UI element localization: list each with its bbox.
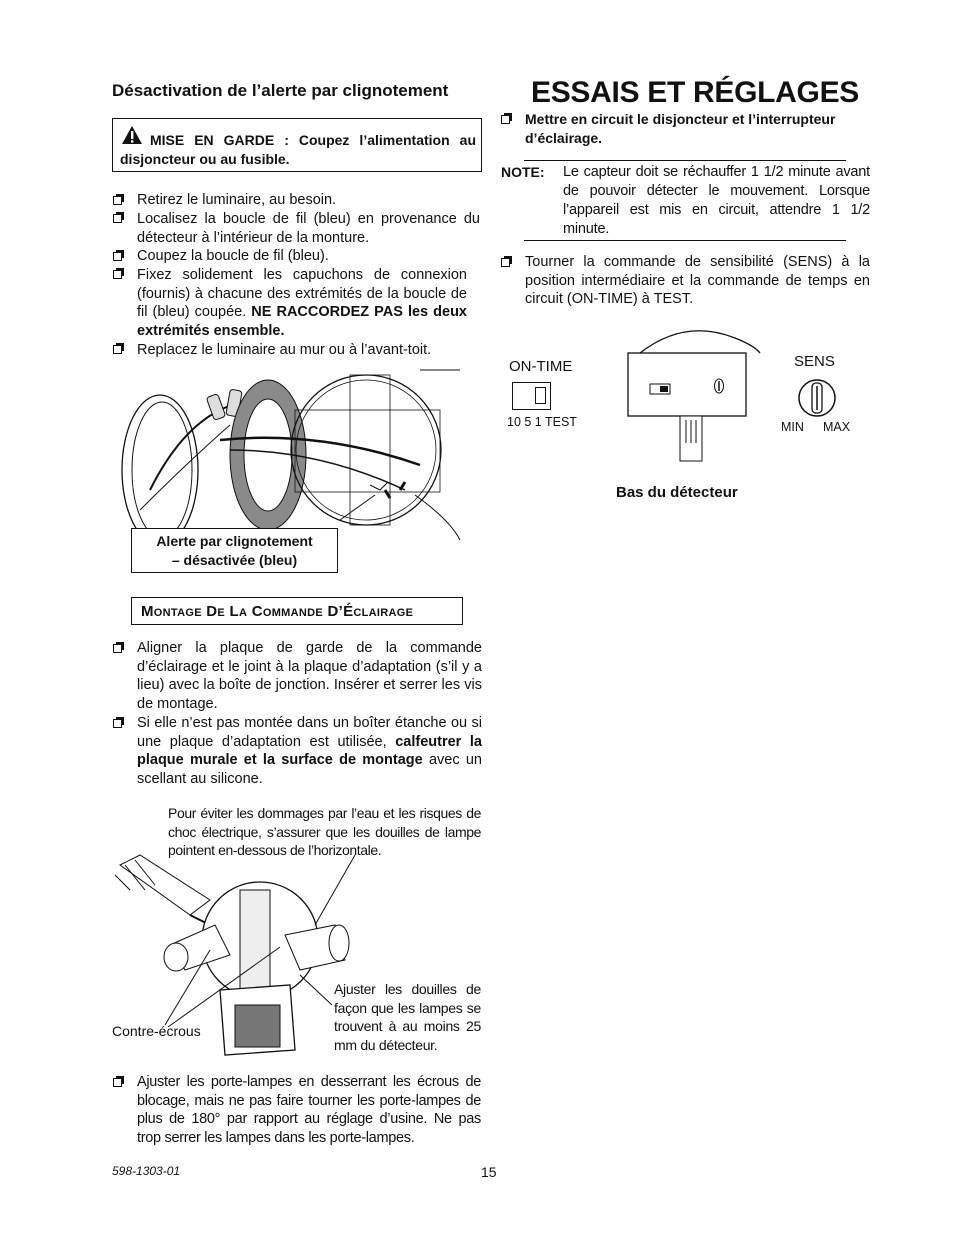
list-item: Localisez la boucle de fil (bleu) en provenance du détecteur à l’intérieur de la monture. [137,211,480,246]
detector-bottom-illustration [625,328,785,468]
checkbox-icon [501,258,510,267]
warning-text: MISE EN GARDE : Coupez l’alimentation au disjoncteur ou au fusible. [120,132,476,167]
page-title: ESSAIS ET RÉGLAGES [531,76,859,109]
list-item: Ajuster les porte-lampes en desserrant les écrous de blocage, mais ne pas faire tourner les porte-lampes de plus de 180° par rapport au réglage d’usine. Ne pas trop serrer les lampes dans les porte-lampes. [137,1074,481,1146]
checkbox-icon [113,214,122,223]
list-item: Coupez la boucle de fil (bleu). [137,248,329,264]
warning-box [112,118,482,172]
list-item: Tourner la commande de sensibilité (SENS) à la position intermédiaire et la commande de temps en circuit (ON-TIME) à TEST. [525,254,870,308]
sens-dial-icon [797,378,837,418]
sens-min: MIN [781,420,804,434]
figure1-caption-line2: – désactivée (bleu) [171,552,298,568]
checkbox-icon [501,115,510,124]
on-time-switch-illustration [512,382,551,410]
wiring-illustration [120,370,480,550]
checkbox-icon [113,196,122,205]
detector-caption: Bas du détecteur [616,484,738,501]
checkbox-icon [113,270,122,279]
figure2-label-adjust: Ajuster les douilles de façon que les lampes se trouvent à au moins 25 mm du détecteur. [334,981,481,1053]
document-number: 598-1303-01 [112,1164,181,1178]
note-label: NOTE: [501,164,545,180]
checkbox-icon [113,719,122,728]
note-bottom-rule [524,240,846,241]
sens-label: SENS [794,353,835,370]
section-heading-mounting: Montage De La Commande D’Éclairage [131,597,463,625]
figure1-caption-line1: Alerte par clignotement [156,533,313,549]
note-top-rule [524,160,846,161]
page-number: 15 [481,1164,497,1180]
checkbox-icon [113,252,122,261]
list-item: Aligner la plaque de garde de la commande d’éclairage et le joint à la plaque d’adaptation (s’il y a lieu) avec la boîte de jonction. Insérer et serrer les vis de montage. [137,640,482,712]
checkbox-icon [113,1078,122,1087]
list-item: Fixez solidement les capuchons de connexion (fournis) à chacune des extrémités de la boucle de fil (bleu) coupée. NE RACCORDEZ PAS les deux extrémités ensemble. [137,267,467,339]
figure2-note: Pour éviter les dommages par l’eau et les risques de choc électrique, s’assurer que les douilles de lampe pointent en-dessous de l’horizontale. [168,805,481,859]
on-time-scale: 10 5 1 TEST [507,415,577,429]
list-item: Replacez le luminaire au mur ou à l’avant-toit. [137,342,432,358]
figure2-label-locknuts: Contre-écrous [112,1023,201,1039]
checkbox-icon [113,345,122,354]
list-item: Si elle n’est pas montée dans un boîter étanche ou si une plaque d’adaptation est utilisée, calfeutrer la plaque murale et la surface de montage avec un scellant au silicone. [137,715,482,787]
sens-max: MAX [823,420,851,434]
checkbox-icon [113,644,122,653]
figure1-caption-box [131,528,338,573]
section-heading-flash-alert: Désactivation de l’alerte par clignotement [112,81,449,100]
list-item: Retirez le luminaire, au besoin. [137,192,337,208]
note-text: Le capteur doit se réchauffer 1 1/2 minute avant de pouvoir détecter le mouvement. Lorsque l’appareil est mis en circuit, attendre 1 1/2 minute. [563,164,870,237]
on-time-label: ON-TIME [509,358,573,375]
list-item: Mettre en circuit le disjoncteur et l’interrupteur d’éclairage. [525,111,836,146]
